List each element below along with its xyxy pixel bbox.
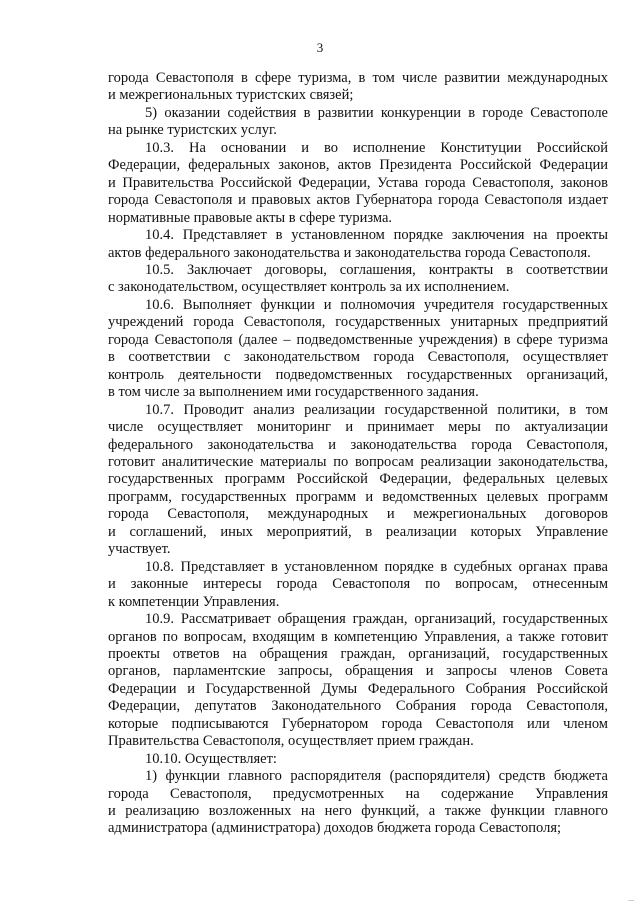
text-line: администратора (администратора) доходов бюджета города Севастополя; (108, 820, 562, 837)
document-body (108, 70, 608, 838)
paragraph (108, 297, 608, 402)
text-line: Федерации, депутатов Законодательного Собрания города Севастополя, (108, 698, 608, 715)
text-line: учреждений города Севастополя, государственных унитарных предприятий (108, 314, 608, 331)
text-line: и межрегиональных туристских связей; (108, 87, 354, 104)
text-line: города Севастополя в сфере туризма, в том числе развитии международных (108, 70, 608, 86)
paragraph (108, 559, 608, 611)
text-line: 10.9. Рассматривает обращения граждан, организаций, государственных (145, 611, 608, 628)
text-line: 10.8. Представляет в установленном порядке в судебных органах права (145, 558, 608, 575)
text-line: города Севастополя и правовых актов Губернатора города Севастополя издает (108, 192, 608, 209)
text-line: нормативные правовые акты в сфере туризма. (108, 209, 393, 226)
paragraph (108, 611, 608, 751)
paragraph (108, 140, 608, 227)
text-line: участвует. (108, 541, 171, 558)
text-line: Федерации и Государственной Думы Федерального Собрания Российской (108, 680, 608, 697)
text-line: 10.3. На основании и во исполнение Конституции Российской (145, 139, 608, 156)
text-line: готовит аналитические материалы по вопросам реализации законодательства, (108, 453, 608, 470)
text-line: 10.7. Проводит анализ реализации государственной политики, в том (145, 401, 608, 418)
text-line: и реализацию возложенных на него функций, а также функции главного (108, 803, 608, 820)
text-line: государственных программ Российской Федерации, федеральных целевых (108, 471, 608, 488)
text-line: на рынке туристских услуг. (108, 122, 277, 139)
text-line: и Правительства Российской Федерации, Устава города Севастополя, законов (108, 174, 608, 191)
text-line: Правительства Севастополя, осуществляет прием граждан. (108, 733, 474, 750)
text-line: и соглашений, иных мероприятий, в реализации которых Управление (108, 523, 608, 540)
text-line: в том числе за выполнением ими государственного задания. (108, 384, 479, 401)
paragraph (108, 105, 608, 140)
text-line: Федерации, федеральных законов, актов Президента Российской Федерации (108, 157, 608, 174)
text-line: контроль деятельности подведомственных государственных организаций, (108, 366, 608, 383)
text-line: 10.6. Выполняет функции и полномочия учредителя государственных (145, 296, 608, 313)
text-line: органов, парламентские запросы, обращения и запросы членов Совета (108, 663, 608, 680)
scan-artifact (628, 900, 634, 901)
paragraph (108, 262, 608, 297)
text-line: в соответствии с законодательством города Севастополя, осуществляет (108, 349, 608, 366)
text-line: федерального законодательства и законодательства города Севастополя, (108, 436, 608, 453)
text-line: 5) оказании содействия в развитии конкуренции в городе Севастополе (145, 104, 608, 121)
paragraph (108, 70, 608, 105)
text-line: программ, государственных программ и ведомственных целевых программ (108, 488, 608, 505)
text-line: проекты ответов на обращения граждан, организаций, государственных (108, 645, 608, 662)
text-line: 10.5. Заключает договоры, соглашения, контракты в соответствии (145, 261, 608, 278)
text-line: актов федерального законодательства и законодательства города Севастополя. (108, 244, 591, 261)
text-line: 10.10. Осуществляет: (145, 750, 277, 767)
text-line: органов по вопросам, входящим в компетенцию Управления, а также готовит (108, 628, 608, 645)
text-line: к компетенции Управления. (108, 593, 280, 610)
text-line: и законные интересы города Севастополя по вопросам, отнесенным (108, 576, 608, 593)
text-line: которые подписываются Губернатором города Севастополя или членом (108, 715, 608, 732)
text-line: города Севастополя, международных и межрегиональных договоров (108, 506, 608, 523)
paragraph (108, 751, 608, 768)
paragraph (108, 402, 608, 559)
text-line: с законодательством, осуществляет контроль за их исполнением. (108, 279, 510, 296)
text-line: 10.4. Представляет в установленном порядке заключения на проекты (145, 227, 608, 244)
text-line: 1) функции главного распорядителя (распорядителя) средств бюджета (145, 768, 608, 785)
text-line: города Севастополя, предусмотренных на содержание Управления (108, 785, 608, 802)
paragraph (108, 227, 608, 262)
text-line: числе осуществляет мониторинг и принимает меры по актуализации (108, 419, 608, 436)
page-number: 3 (316, 40, 324, 55)
text-line: города Севастополя (далее – подведомственные учреждения) в сфере туризма (108, 331, 608, 348)
paragraph (108, 768, 608, 838)
